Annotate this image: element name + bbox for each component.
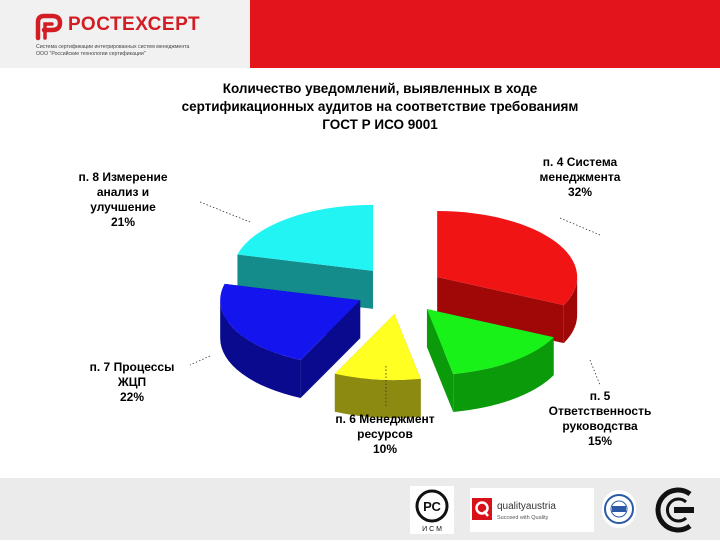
slice-label-line: ресурсов <box>357 427 413 441</box>
slice-label-line: руководства <box>562 419 638 433</box>
slice-label-value: 10% <box>372 442 398 456</box>
slice-label-line: п. 8 Измерение <box>78 170 168 184</box>
svg-text:И С М: И С М <box>422 526 442 533</box>
slice-label-line: менеджмента <box>539 170 621 184</box>
slice-label-p6 <box>305 412 465 457</box>
chart-title-line: Количество уведомлений, выявленных в ходе <box>222 81 538 96</box>
slice-label-p8 <box>58 170 188 230</box>
quality-austria-brand: qualityaustria <box>497 501 556 512</box>
leader-line <box>560 218 600 235</box>
quality-austria-logo <box>470 488 594 532</box>
slice-label-line: анализ и <box>96 185 150 199</box>
brand-subtitle-line-1: Система сертификации интегрированных систем менеджмента <box>36 44 190 50</box>
chart-title-line: ГОСТ Р ИСО 9001 <box>322 117 438 132</box>
slice-label-value: 22% <box>119 390 145 404</box>
slice-label-line: улучшение <box>90 200 156 214</box>
leader-line <box>200 202 250 222</box>
slice-label-line: п. 6 Менеджмент <box>335 412 435 426</box>
slice-label-p7 <box>62 360 202 405</box>
leader-line <box>590 360 600 385</box>
slice-label-line: ЖЦП <box>117 375 147 389</box>
slice-label-value: 32% <box>567 185 593 199</box>
slice-label-line: п. 7 Процессы <box>89 360 175 374</box>
certification-body-logo-icon <box>650 484 704 536</box>
slice-label-line: п. 5 <box>589 389 611 403</box>
slice-label-line: п. 4 Система <box>542 155 618 169</box>
slice-label-value: 21% <box>110 215 136 229</box>
chart-title-line: сертификационных аудитов на соответствие требованиям <box>181 99 579 114</box>
slice-label-p5 <box>525 389 675 449</box>
footer <box>0 478 720 540</box>
brand-name: РОСТЕХСЕРТ <box>68 14 201 35</box>
gost-r-logo-icon <box>410 486 454 534</box>
quality-austria-q-icon <box>472 498 492 520</box>
quality-austria-tagline: Succeed with Quality <box>497 515 549 521</box>
iqnet-logo-icon <box>602 490 636 528</box>
svg-text:РС: РС <box>423 499 441 514</box>
slice-label-p4 <box>510 155 650 200</box>
slice-label-value: 15% <box>587 434 613 448</box>
brand-subtitle-line-2: ООО "Российские технологии сертификации" <box>36 51 146 57</box>
slice-label-line: Ответственность <box>548 404 652 418</box>
